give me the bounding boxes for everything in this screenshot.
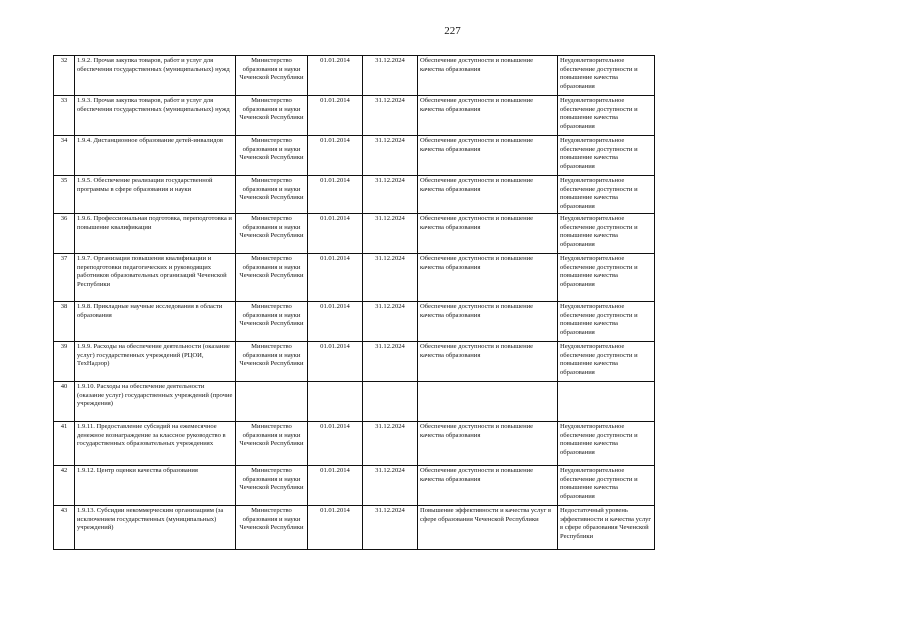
row-number: 41 xyxy=(54,422,75,466)
table-row xyxy=(54,56,655,96)
event-name: 1.9.5. Обеспечение реализации государственной программы в сфере образования и науки xyxy=(75,176,236,214)
end-date: 31.12.2024 xyxy=(363,176,418,214)
event-name: 1.9.9. Расходы на обеспечение деятельности (оказание услуг) государственных учреждений (РЦОИ, ТехНадзор) xyxy=(75,342,236,382)
expected-result: Обеспечение доступности и повышение качества образования xyxy=(418,214,558,254)
event-name: 1.9.4. Дистанционное образование детей-инвалидов xyxy=(75,136,236,176)
consequences xyxy=(558,382,655,422)
table-row xyxy=(54,96,655,136)
end-date xyxy=(363,382,418,422)
page-number: 227 xyxy=(444,25,461,37)
row-number: 35 xyxy=(54,176,75,214)
consequences: Неудовлетворительное обеспечение доступности и повышение качества образования xyxy=(558,96,655,136)
event-name: 1.9.10. Расходы на обеспечение деятельности (оказание услуг) государственных учреждений (прочие учреждения) xyxy=(75,382,236,422)
consequences: Неудовлетворительное обеспечение доступности и повышение качества образования xyxy=(558,422,655,466)
row-number: 39 xyxy=(54,342,75,382)
expected-result: Обеспечение доступности и повышение качества образования xyxy=(418,176,558,214)
expected-result: Обеспечение доступности и повышение качества образования xyxy=(418,96,558,136)
event-name: 1.9.8. Прикладные научные исследования в области образования xyxy=(75,302,236,342)
table-row xyxy=(54,136,655,176)
responsible-executor: Министерство образования и науки Чеченской Республики xyxy=(236,342,308,382)
responsible-executor: Министерство образования и науки Чеченской Республики xyxy=(236,136,308,176)
start-date: 01.01.2014 xyxy=(308,176,363,214)
consequences: Неудовлетворительное обеспечение доступности и повышение качества образования xyxy=(558,342,655,382)
responsible-executor: Министерство образования и науки Чеченской Республики xyxy=(236,466,308,506)
start-date xyxy=(308,382,363,422)
end-date: 31.12.2024 xyxy=(363,254,418,302)
table-row xyxy=(54,422,655,466)
end-date: 31.12.2024 xyxy=(363,56,418,96)
row-number: 38 xyxy=(54,302,75,342)
table-row xyxy=(54,466,655,506)
event-name: 1.9.11. Предоставление субсидий на ежемесячное денежное вознаграждение за классное руководство в государственных образовательных учреждениях xyxy=(75,422,236,466)
event-name: 1.9.13. Субсидии некоммерческим организациям (за исключением государственных (муниципальных) учреждений) xyxy=(75,506,236,550)
start-date: 01.01.2014 xyxy=(308,506,363,550)
end-date: 31.12.2024 xyxy=(363,302,418,342)
responsible-executor: Министерство образования и науки Чеченской Республики xyxy=(236,214,308,254)
start-date: 01.01.2014 xyxy=(308,214,363,254)
expected-result: Обеспечение доступности и повышение качества образования xyxy=(418,422,558,466)
end-date: 31.12.2024 xyxy=(363,96,418,136)
table-row xyxy=(54,506,655,550)
start-date: 01.01.2014 xyxy=(308,422,363,466)
event-name: 1.9.6. Профессиональная подготовка, переподготовка и повышение квалификации xyxy=(75,214,236,254)
responsible-executor xyxy=(236,382,308,422)
expected-result: Повышение эффективности и качества услуг в сфере образования Чеченской Республики xyxy=(418,506,558,550)
start-date: 01.01.2014 xyxy=(308,302,363,342)
end-date: 31.12.2024 xyxy=(363,136,418,176)
responsible-executor: Министерство образования и науки Чеченской Республики xyxy=(236,176,308,214)
table-body xyxy=(54,56,655,550)
responsible-executor: Министерство образования и науки Чеченской Республики xyxy=(236,422,308,466)
responsible-executor: Министерство образования и науки Чеченской Республики xyxy=(236,506,308,550)
end-date: 31.12.2024 xyxy=(363,422,418,466)
table-row xyxy=(54,382,655,422)
event-name: 1.9.7. Организация повышения квалификации и переподготовки педагогических и руководящих работников образовательных организаций Чеченской Республики xyxy=(75,254,236,302)
start-date: 01.01.2014 xyxy=(308,56,363,96)
expected-result: Обеспечение доступности и повышение качества образования xyxy=(418,254,558,302)
consequences: Неудовлетворительное обеспечение доступности и повышение качества образования xyxy=(558,254,655,302)
responsible-executor: Министерство образования и науки Чеченской Республики xyxy=(236,254,308,302)
start-date: 01.01.2014 xyxy=(308,342,363,382)
table-row xyxy=(54,176,655,214)
consequences: Неудовлетворительное обеспечение доступности и повышение качества образования xyxy=(558,302,655,342)
start-date: 01.01.2014 xyxy=(308,96,363,136)
program-table xyxy=(53,55,655,550)
row-number: 34 xyxy=(54,136,75,176)
start-date: 01.01.2014 xyxy=(308,136,363,176)
end-date: 31.12.2024 xyxy=(363,214,418,254)
row-number: 43 xyxy=(54,506,75,550)
row-number: 36 xyxy=(54,214,75,254)
table-row xyxy=(54,254,655,302)
end-date: 31.12.2024 xyxy=(363,506,418,550)
end-date: 31.12.2024 xyxy=(363,466,418,506)
consequences: Неудовлетворительное обеспечение доступности и повышение качества образования xyxy=(558,466,655,506)
row-number: 40 xyxy=(54,382,75,422)
consequences: Неудовлетворительное обеспечение доступности и повышение качества образования xyxy=(558,176,655,214)
responsible-executor: Министерство образования и науки Чеченской Республики xyxy=(236,56,308,96)
responsible-executor: Министерство образования и науки Чеченской Республики xyxy=(236,302,308,342)
row-number: 37 xyxy=(54,254,75,302)
consequences: Неудовлетворительное обеспечение доступности и повышение качества образования xyxy=(558,214,655,254)
expected-result: Обеспечение доступности и повышение качества образования xyxy=(418,466,558,506)
start-date: 01.01.2014 xyxy=(308,466,363,506)
consequences: Неудовлетворительное обеспечение доступности и повышение качества образования xyxy=(558,136,655,176)
event-name: 1.9.2. Прочая закупка товаров, работ и услуг для обеспечения государственных (муниципальных) нужд xyxy=(75,56,236,96)
event-name: 1.9.3. Прочая закупка товаров, работ и услуг для обеспечения государственных (муниципальных) нужд xyxy=(75,96,236,136)
row-number: 32 xyxy=(54,56,75,96)
expected-result: Обеспечение доступности и повышение качества образования xyxy=(418,136,558,176)
consequences: Недостаточный уровень эффективности и качества услуг в сфере образования Чеченской Республики xyxy=(558,506,655,550)
responsible-executor: Министерство образования и науки Чеченской Республики xyxy=(236,96,308,136)
row-number: 42 xyxy=(54,466,75,506)
expected-result xyxy=(418,382,558,422)
table-row xyxy=(54,214,655,254)
row-number: 33 xyxy=(54,96,75,136)
end-date: 31.12.2024 xyxy=(363,342,418,382)
expected-result: Обеспечение доступности и повышение качества образования xyxy=(418,302,558,342)
expected-result: Обеспечение доступности и повышение качества образования xyxy=(418,342,558,382)
event-name: 1.9.12. Центр оценки качества образования xyxy=(75,466,236,506)
table-row xyxy=(54,342,655,382)
start-date: 01.01.2014 xyxy=(308,254,363,302)
consequences: Неудовлетворительное обеспечение доступности и повышение качества образования xyxy=(558,56,655,96)
table-row xyxy=(54,302,655,342)
expected-result: Обеспечение доступности и повышение качества образования xyxy=(418,56,558,96)
